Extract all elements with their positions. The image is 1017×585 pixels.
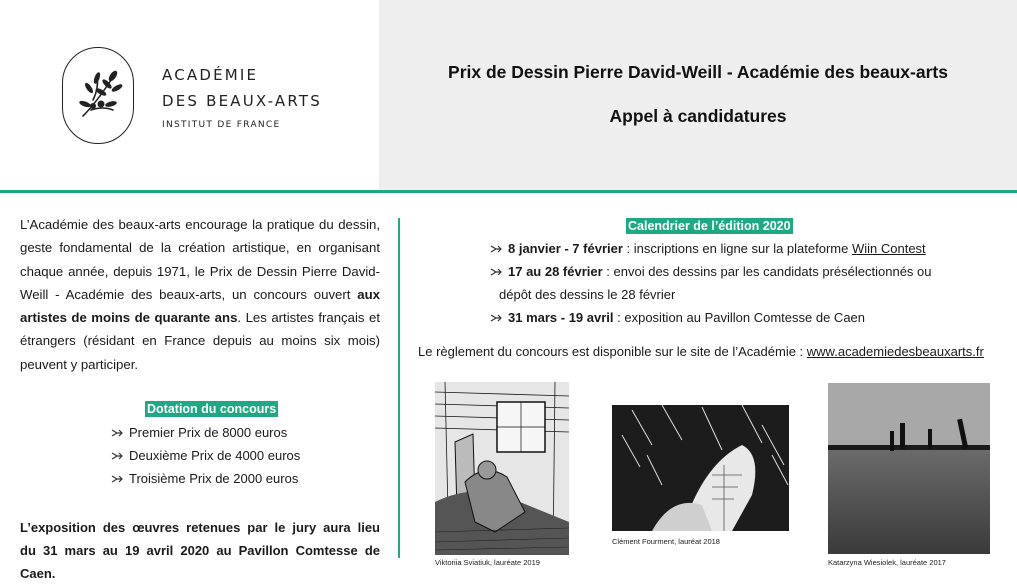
academy-website-link[interactable]: www.academiedesbeauxarts.fr [806,344,984,359]
prize-item-label: Premier Prix de 8000 euros [129,425,288,440]
arrow-bullet-icon [111,450,123,462]
calendar-text: dépôt des dessins le 28 février [499,287,676,302]
header-divider [0,190,1017,193]
exhibition-note-line-2: du 31 mars au 19 avril 2020 au Pavillon Comtesse de Caen. [20,543,380,581]
list-item [111,444,300,467]
artwork-image-2017 [828,383,990,554]
column-divider [398,218,400,558]
logo-line-3: INSTITUT DE FRANCE [162,120,281,130]
calendar-text: : inscriptions en ligne sur la plateforme [622,241,852,256]
exhibition-note [20,516,380,585]
intro-section [20,213,380,376]
arrow-bullet-icon [111,473,123,485]
list-item [490,306,990,329]
intro-text-bold: aux artistes de moins de quarante ans [20,286,380,326]
prize-item-label: Deuxième Prix de 4000 euros [129,448,301,463]
rules-text: Le règlement du concours est disponible sur le site de l’Académie : [418,344,807,359]
intro-text-after: . Les artistes français et étrangers (résidant en France depuis au moins six mois) peuvent y participer. [20,310,380,372]
calendar-item [508,237,926,260]
artwork-caption: Katarzyna Wiesiolek, lauréate 2017 [828,558,946,567]
artwork-caption: Clément Fourment, lauréat 2018 [612,537,720,546]
artwork-caption: Viktoriia Sviatiuk, lauréate 2019 [435,558,540,567]
calendar-text: : envoi des dessins par les candidats présélectionnés ou [602,264,932,279]
academy-seal-icon [62,47,134,144]
wiin-contest-link[interactable]: Wiin Contest [851,241,926,256]
rules-note [418,344,984,359]
list-item [111,421,300,444]
calendar-date: 17 au 28 février [508,264,603,279]
logo-panel [0,0,379,190]
artwork-image-2018 [612,405,789,531]
prize-item-label: Troisième Prix de 2000 euros [129,471,299,486]
calendar-heading-wrap [626,217,793,235]
calendar-date: 31 mars - 19 avril [508,310,614,325]
logo-line-2: DES BEAUX-ARTS [162,92,323,110]
calendar-heading: Calendrier de l’édition 2020 [628,219,791,233]
intro-paragraph [20,213,380,376]
calendar-date: 8 janvier - 7 février [508,241,623,256]
list-item [111,467,300,490]
list-item [490,260,990,283]
logo-line-1: ACADÉMIE [162,66,259,84]
prize-list [111,421,300,490]
calendar-item [508,306,865,329]
page-title: Prix de Dessin Pierre David-Weill - Académie des beaux-arts [448,62,948,82]
calendar-item [508,260,932,283]
list-item [490,237,990,260]
arrow-bullet-icon [490,266,502,278]
page-subtitle: Appel à candidatures [609,106,787,126]
arrow-bullet-icon [111,427,123,439]
prizes-heading-wrap [145,400,278,418]
arrow-bullet-icon [490,312,502,324]
arrow-bullet-icon [490,243,502,255]
header [0,0,1017,190]
intro-text-before: L’Académie des beaux-arts encourage la pratique du dessin, geste fondamental de la création artistique, en organisant chaque année, depuis 1971, le Prix de Dessin Pierre David-Weill - Académie des beaux-arts, un concours ouvert [20,217,380,302]
list-item [490,283,990,306]
calendar-list [490,237,990,329]
academy-logo-text [162,66,322,130]
prizes-heading: Dotation du concours [147,402,277,416]
artwork-image-2019 [435,382,569,555]
title-panel [379,0,1017,190]
exhibition-note-line-1: L’exposition des œuvres retenues par le jury aura lieu [20,520,380,535]
calendar-text: : exposition au Pavillon Comtesse de Caen [613,310,866,325]
